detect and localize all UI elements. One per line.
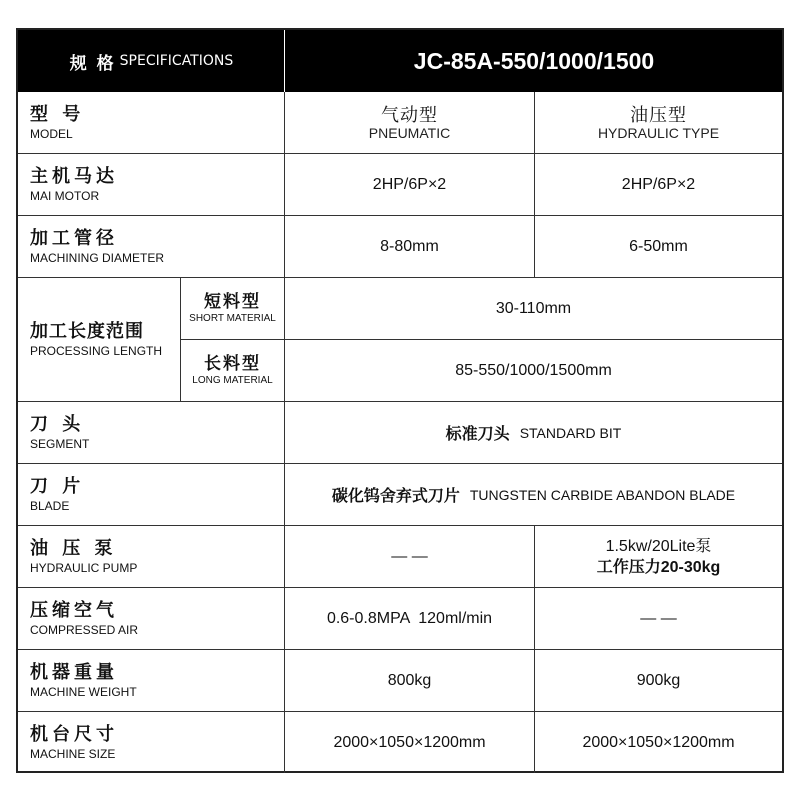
value-blade xyxy=(285,464,782,525)
label-model-zh: 型 号 xyxy=(30,103,85,125)
pneumatic-en: PNEUMATIC xyxy=(368,124,451,141)
value-diameter-hydraulic: 6-50mm xyxy=(629,237,688,255)
label-length-zh: 加工长度范围 xyxy=(30,320,144,342)
label-weight xyxy=(18,650,284,711)
spec-heading-en: SPECIFICATIONS xyxy=(119,53,234,69)
value-diameter-pneumatic: 8-80mm xyxy=(380,237,439,255)
label-pump-zh: 油 压 泵 xyxy=(30,537,117,559)
label-model-en: MODEL xyxy=(30,126,73,141)
value-weight-pneumatic: 800kg xyxy=(387,671,432,689)
label-weight-en: MACHINE WEIGHT xyxy=(30,684,137,699)
label-air xyxy=(18,588,284,649)
label-air-zh: 压缩空气 xyxy=(30,599,118,621)
label-diameter-zh: 加工管径 xyxy=(30,227,118,249)
spec-heading xyxy=(18,30,285,92)
label-segment-en: SEGMENT xyxy=(30,436,90,451)
label-pump xyxy=(18,526,284,587)
blade-en: TUNGSTEN CARBIDE ABANDON BLADE xyxy=(469,486,736,503)
value-size-hydraulic: 2000×1050×1200mm xyxy=(582,733,735,751)
pump-hydraulic-line1: 1.5kw/20Lite泵 xyxy=(605,537,712,555)
label-size-en: MACHINE SIZE xyxy=(30,746,116,761)
value-model-pneumatic xyxy=(285,92,534,153)
hydraulic-en: HYDRAULIC TYPE xyxy=(597,124,720,141)
label-diameter-en: MACHINING DIAMETER xyxy=(30,250,165,265)
label-air-en: COMPRESSED AIR xyxy=(30,622,139,637)
value-long-length: 85-550/1000/1500mm xyxy=(455,361,612,379)
label-diameter xyxy=(18,216,284,277)
spec-heading-zh: 规 格 xyxy=(69,53,116,74)
pneumatic-zh: 气动型 xyxy=(381,104,438,125)
label-segment xyxy=(18,402,284,463)
value-short-length: 30-110mm xyxy=(495,299,572,317)
segment-zh: 标准刀头 xyxy=(445,426,510,443)
value-air-hydraulic: — — xyxy=(640,609,677,627)
label-blade-zh: 刀 片 xyxy=(30,475,85,497)
label-size xyxy=(18,712,284,773)
header-divider xyxy=(284,30,285,92)
blade-zh: 碳化钨舍弃式刀片 xyxy=(331,488,460,505)
value-size-pneumatic: 2000×1050×1200mm xyxy=(333,733,486,751)
value-weight-hydraulic: 900kg xyxy=(636,671,681,689)
short-en: SHORT MATERIAL xyxy=(189,313,276,324)
label-pump-en: HYDRAULIC PUMP xyxy=(30,560,138,575)
label-length-en: PROCESSING LENGTH xyxy=(30,343,163,358)
value-motor-pneumatic: 2HP/6P×2 xyxy=(372,175,447,193)
label-length xyxy=(18,278,180,401)
label-motor-zh: 主机马达 xyxy=(30,165,118,187)
label-model xyxy=(18,92,284,153)
value-air-pneumatic: 0.6-0.8MPA 120ml/min xyxy=(326,609,493,627)
label-segment-zh: 刀 头 xyxy=(30,413,85,435)
segment-en: STANDARD BIT xyxy=(519,424,622,441)
long-en: LONG MATERIAL xyxy=(192,375,273,386)
label-short-material xyxy=(181,278,284,339)
short-zh: 短料型 xyxy=(204,292,261,312)
label-size-zh: 机台尺寸 xyxy=(30,723,118,745)
label-blade-en: BLADE xyxy=(30,498,70,513)
hydraulic-zh: 油压型 xyxy=(630,104,687,125)
label-motor xyxy=(18,154,284,215)
value-model-hydraulic xyxy=(535,92,782,153)
value-segment xyxy=(285,402,782,463)
label-weight-zh: 机器重量 xyxy=(30,661,118,683)
label-motor-en: MAI MOTOR xyxy=(30,188,100,203)
label-blade xyxy=(18,464,284,525)
label-long-material xyxy=(181,340,284,401)
long-zh: 长料型 xyxy=(204,354,261,374)
pump-hydraulic-line2: 工作压力20-30kg xyxy=(596,558,721,576)
model-code: JC-85A-550/1000/1500 xyxy=(413,47,655,74)
value-motor-hydraulic: 2HP/6P×2 xyxy=(621,175,696,193)
specifications-table xyxy=(16,28,784,773)
value-pump-pneumatic: — — xyxy=(391,547,428,565)
value-pump-hydraulic xyxy=(535,526,782,587)
